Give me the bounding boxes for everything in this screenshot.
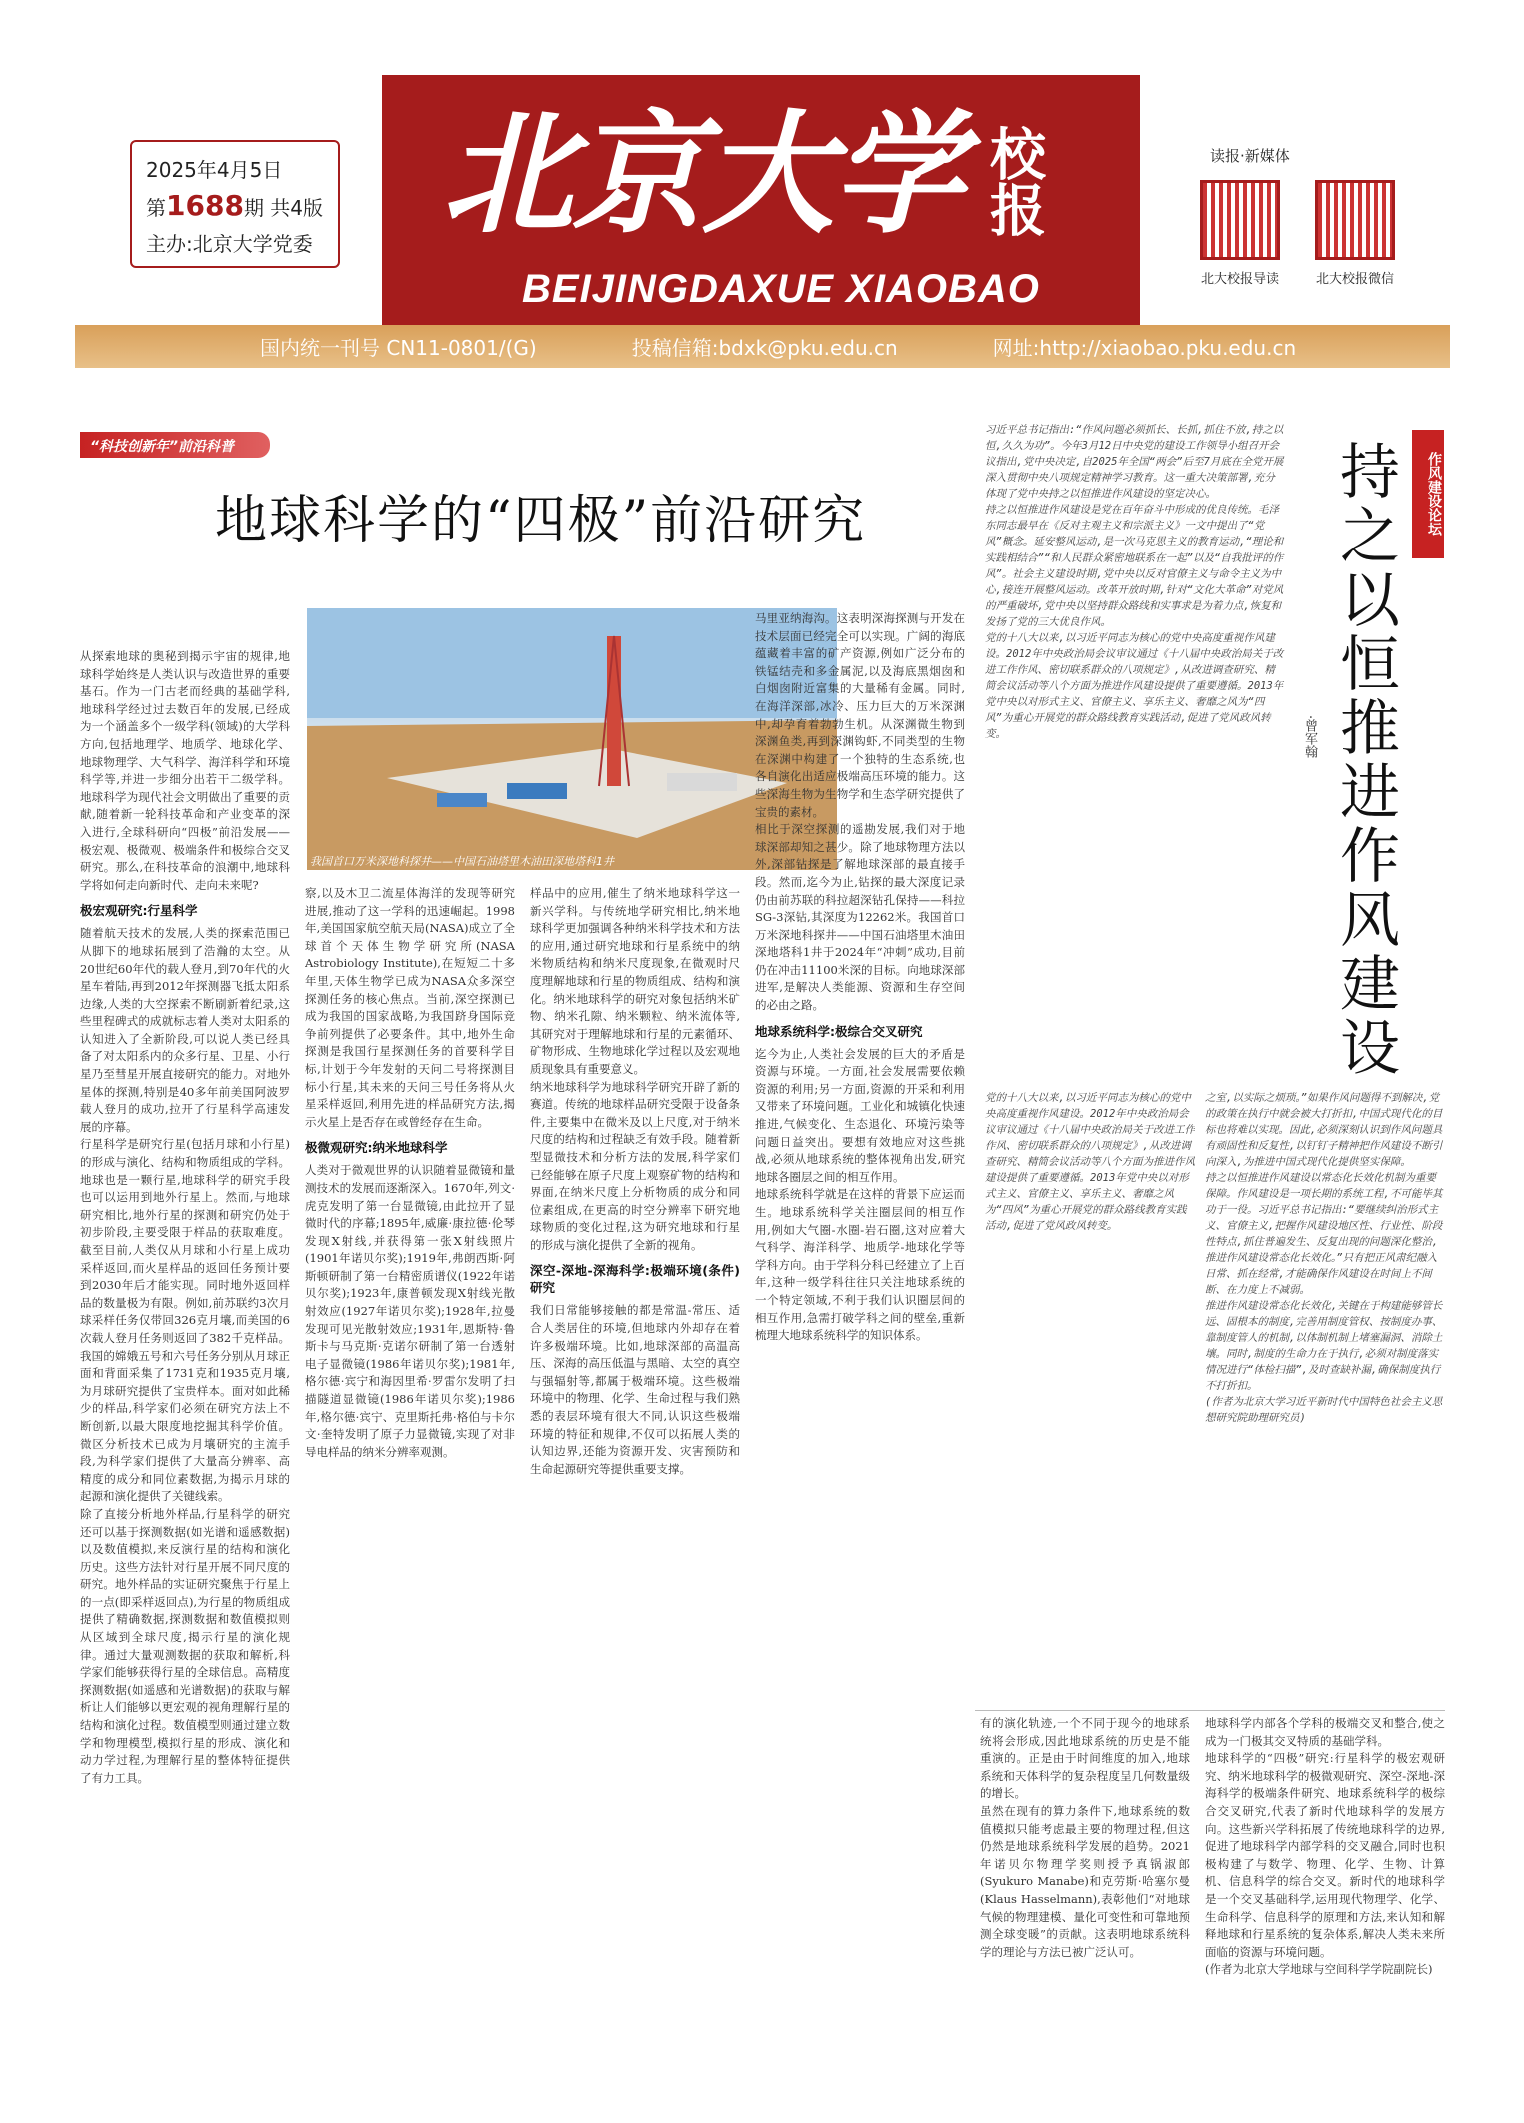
masthead-xiao: 校报 — [981, 125, 1047, 237]
paragraph: 党的十八大以来,以习近平同志为核心的党中央高度重视作风建设。2012年中央政治局会议审议通过《十八届中央政治局关于改进工作作风、密切联系群众的八项规定》,从改进调查研究、精简会议活动等八个方面为推进作风建设提供了重要遵循。2013年党中央以对形式主义、官僚主义、享乐主义、奢靡之风为“四风”为重心开展党的群众路线教育实践活动,促进了党风政风转变。 — [985, 1092, 1195, 1232]
paragraph: 察,以及木卫二流星体海洋的发现等研究进展,推动了这一学科的迅速崛起。1998年,美国国家航空航天局(NASA)成立了全球首个天体生物学研究所(NASA Astrobiology Institute),在短短二十多年里,天体生物学已成为NASA众多深空探测任务的核心焦点。当前,深空探测已成为我国的国家战略,为我国跻身国际竞争前列提供了必要条件。其中,地外生命探测是我国行星探测任务的首要科学目标,计划于今年发射的天问二号将探测目标小行星,其未来的天问三号任务将从火星采样返回,利用先进的样品研究方法,揭示火星上是否存在或曾经存在生命。 — [305, 886, 515, 1129]
section-tag: “科技创新年”前沿科普 — [80, 432, 270, 458]
masthead-pinyin: BEIJINGDAXUE XIAOBAO — [522, 267, 1040, 311]
paragraph: 行星科学是研究行星(包括月球和小行星)的形成与演化、结构和物质组成的学科。地球也是一颗行星,地球科学的研究手段也可以运用到地外行星上。然而,与地球研究相比,地外行星的探测和研究仍处于初步阶段,主要受限于样品的获取难度。截至目前,人类仅从月球和小行星上成功采样返回,而火星样品的返回任务预计要到2030年后才能实现。同时地外返回样品的数量极为有限。例如,前苏联约3次月球采样任务仅带回326克月壤,而美国的6次载人登月任务则返回了382千克样品。我国的嫦娥五号和六号任务分别从月球正面和背面采集了1731克和1935克月壤,为月球研究提供了宝贵样本。面对如此稀少的样品,科学家们必须在研究方法上不断创新,以最大限度地挖掘其科学价值。微区分析技术已成为月壤研究的主流手段,为科学家们提供了大量高分辨率、高精度的成分和同位素数据,为揭示月球的起源和演化提供了关键线索。 — [80, 1137, 290, 1504]
side-column-3 — [985, 1090, 1195, 1700]
qr-left-label: 北大校报导读 — [1200, 272, 1279, 287]
side-byline: ·曾军翰 — [1302, 715, 1317, 759]
info-bar — [75, 325, 1450, 368]
subheading-planetary: 极宏观研究:行星科学 — [80, 903, 198, 919]
qr-right-label: 北大校报微信 — [1315, 272, 1394, 287]
paragraph: 纳米地球科学为地球科学研究开辟了新的赛道。传统的地球样品研究受限于设备条件,主要集中在微米及以上尺度,对于纳米尺度的结构和过程缺乏有效手段。随着新型显微技术和分析方法的发展,科学家们已经能够在原子尺度上观察矿物的结构和界面,在纳米尺度上分析物质的成分和同位素组成,在更高的时空分辨率下研究地球物质的变化过程,这为研究地球和行星的形成与演化提供了全新的视角。 — [530, 1079, 740, 1252]
issue-date: 2025年4月5日 — [146, 158, 283, 182]
issue-number-line: 第1688期 共4版 — [146, 189, 324, 222]
author-note: (作者为北京大学习近平新时代中国特色社会主义思想研究院助理研究员) — [1205, 1396, 1443, 1424]
paragraph: 样品中的应用,催生了纳米地球科学这一新兴学科。与传统地学研究相比,纳米地球科学更加强调各种纳米科学技术和方法的应用,通过研究地球和行星系统中的纳米物质结构和纳米尺度现象,在微观时尺度理解地球和行星的物质组成、结构和演化。纳米地球科学的研究对象包括纳米矿物、纳米孔隙、纳米颗粒、纳米流体等,其研究对于理解地球和行星的元素循环、矿物形成、生物地球化学过程以及宏观地质现象具有重要意义。 — [530, 886, 740, 1076]
submission-email[interactable]: 投稿信箱:bdxk@pku.edu.cn — [631, 336, 898, 360]
article-column-1 — [80, 648, 290, 2068]
publisher: 主办:北京大学党委 — [146, 232, 313, 256]
qr-top-label: 读报·新媒体 — [1210, 147, 1290, 165]
photo-caption: 我国首口万米深地科探井——中国石油塔里木油田深地塔科1井 — [310, 855, 614, 868]
article-column-2 — [305, 885, 515, 2068]
paragraph: 习近平总书记指出:“作风问题必须抓长、长抓,抓住不放,持之以恒,久久为功”。今年3月12日中央党的建设工作领导小组召开会议指出,党中央决定,自2025年全国“两会”后至7月底在全党开展深入贯彻中央八项规定精神学习教育。这一重大决策部署,充分体现了党中央持之以恒推进作风建设的坚定决心。 — [985, 424, 1284, 500]
paragraph: 持之以恒推进作风建设以常态化长效化机制为重要保障。作风建设是一项长期的系统工程,不可能毕其功于一役。习近平总书记指出:“要继续纠治形式主义、官僚主义,把握作风建设地区性、行业性、阶段性特点,抓住普遍发生、反复出现的问题深化整治,推进作风建设常态化长效化。”只有把正风肃纪融入日常、抓在经常,才能确保作风建设在时间上不间断、在力度上不减弱。 — [1205, 1172, 1443, 1296]
issue-info-box — [130, 140, 340, 268]
side-column-2 — [1205, 1090, 1445, 1700]
paragraph: 之室,以实际之烦琐。”如果作风问题得不到解决,党的政策在执行中就会被大打折扣,中国式现代化的目标也将难以实现。因此,必须深刻认识到作风问题具有顽固性和反复性,以钉钉子精神把作风建设不断引向深入,为推进中国式现代化提供坚实保障。 — [1205, 1092, 1443, 1168]
masthead-title: 北京大学 — [442, 97, 962, 252]
paragraph: 随着航天技术的发展,人类的探索范围已从脚下的地球拓展到了浩瀚的太空。从20世纪60年代的载人登月,到70年代的火星车着陆,再到2012年探测器飞抵太阳系边缘,人类的大空探索不断刷新着纪录,这些里程碑式的成就标志着人类对太阳系的认知进入了全新阶段,可以说人类已经具备了对太阳系内的众多行星、卫星、小行星乃至彗星开展直接研究的能力。对地外星体的探测,特别是40多年前美国阿波罗载人登月的成功,拉开了行星科学高速发展的序幕。 — [80, 926, 290, 1134]
section-divider — [975, 1710, 1445, 1711]
article-column-5 — [980, 1715, 1190, 2068]
qr-area — [1190, 140, 1430, 310]
qr-code-wechat[interactable] — [1315, 180, 1395, 260]
paragraph: 人类对于微观世界的认识随着显微镜和量测技术的发展而逐渐深入。1670年,列文·虎克发明了第一台显微镜,由此拉开了显微时代的序幕;1895年,威廉·康拉德·伦琴发现X射线,并获得第一张X射线照片(1901年诺贝尔奖);1919年,弗朗西斯·阿斯顿研制了第一台精密质谱仪(1922年诺贝尔奖);1923年,康普顿发现X射线光散射效应(1927年诺贝尔奖);1928年,拉曼发现可见光散射效应;1931年,恩斯特·鲁斯卡与马克斯·克诺尔研制了第一台透射电子显微镜(1986年诺贝尔奖);1981年,格尔德·宾宁和海因里希·罗雷尔发明了扫描隧道显微镜(1986年诺贝尔奖);1986年,格尔德·宾宁、克里斯托弗·格伯与卡尔文·奎特发明了原子力显微镜,实现了对非导电样品的纳米分辨率观测。 — [305, 1163, 515, 1459]
qr-code-guide[interactable] — [1200, 180, 1280, 260]
article-column-3 — [530, 885, 740, 2068]
side-section-tag: 作风建设论坛 — [1412, 430, 1444, 558]
paragraph: 地球科学内部各个学科的极端交叉和整合,使之成为一门极其交叉特质的基础学科。 — [1205, 1716, 1445, 1748]
paragraph: 虽然在现有的算力条件下,地球系统的数值模拟只能考虑最主要的物理过程,但这仍然是地球系统科学发展的趋势。2021年诺贝尔物理学奖则授予真锅淑郎(Syukuro Manabe)和克劳斯·哈塞尔曼(Klaus Hasselmann),表彰他们“对地球气候的物理建模、量化可变性和可靠地预测全球变暖”的贡献。这表明地球系统科学的理论与方法已被广泛认可。 — [980, 1803, 1190, 1959]
paragraph: 推进作风建设常态化长效化,关键在于构建能够管长远、固根本的制度,完善用制度管权、按制度办事、靠制度管人的机制,以体制机制上堵塞漏洞、消除土壤。同时,制度的生命力在于执行,必须对制度落实情况进行“体检扫描”,及时查缺补漏,确保制度执行不打折扣。 — [1205, 1300, 1443, 1392]
article-column-6 — [1205, 1715, 1445, 2068]
website-url[interactable]: 网址:http://xiaobao.pku.edu.cn — [992, 336, 1297, 360]
masthead — [382, 75, 1140, 325]
subheading-earth-system: 地球系统科学:极综合交叉研究 — [755, 1023, 923, 1039]
subheading-extreme: 深空-深地-深海科学:极端环境(条件)研究 — [530, 1263, 740, 1296]
paragraph: 地球系统科学就是在这样的背景下应运而生。地球系统科学关注圈层间的相互作用,例如大气圈-水圈-岩石圈,这对应着大气科学、海洋科学、地质学-地球化学等学科方向。由于学科分科已经建立了上百年,这种一级学科往往只关注地球系统的一个特定领域,不利于我们认识圈层间的相互作用,急需打破学科之间的壁垒,重新梳理大地球系统科学的知识体系。 — [755, 1187, 965, 1343]
paragraph: 持之以恒推进作风建设是党在百年奋斗中形成的优良传统。毛泽东同志最早在《反对主观主义和宗派主义》一文中提出了“党风”概念。延安整风运动,是一次马克思主义的教育运动,“理论和实践相结合”“和人民群众紧密地联系在一起”以及“自我批评的作风”。社会主义建设时期,党中央以反对官僚主义与命令主义为中心,接连开展整风运动。改革开放时期,针对“文化大革命”对党风的严重破坏,党中央以坚持群众路线和实事求是为着力点,恢复和发扬了党的三大优良作风。 — [985, 504, 1284, 628]
paragraph: 有的演化轨迹,一个不同于现今的地球系统将会形成,因此地球系统的历史是不能重演的。正是由于时间维度的加入,地球系统和天体科学的复杂程度呈几何数量级的增长。 — [980, 1716, 1190, 1801]
article-column-4 — [755, 610, 965, 2068]
issue-number: 1688 — [166, 189, 244, 222]
subheading-nano: 极微观研究:纳米地球科学 — [305, 1140, 448, 1156]
side-title: 持之以恒推进作风建设 — [1330, 440, 1400, 1080]
cn-number: 国内统一刊号 CN11-0801/(G) — [260, 336, 537, 360]
paragraph: 除了直接分析地外样品,行星科学的研究还可以基于探测数据(如光谱和遥感数据)以及数值模拟,来反演行星的结构和演化历史。这些方法针对行星开展不同尺度的研究。地外样品的实证研究聚焦于行星上的一点(即采样返回点),为行星的物质组成提供了精确数据,探测数据和数值模拟则从区域到全球尺度,揭示行星的演化规律。通过大量观测数据的获取和解析,科学家们能够获得行星的全球信息。高精度探测数据(如遥感和光谱数据)的获取与解析让人们能够以更宏观的视角理解行星的结构和演化过程。数值模型则通过建立数学和物理模型,模拟行星的形成、演化和动力学过程,为理解行星的整体特征提供了有力工具。 — [80, 1506, 290, 1785]
paragraph: 我们日常能够接触的都是常温-常压、适合人类居住的环境,但地球内外却存在着许多极端环境。比如,地球深部的高温高压、深海的高压低温与黑暗、太空的真空与强辐射等,都属于极端环境。这些极端环境中的物理、化学、生命过程与我们熟悉的表层环境有很大不同,认识这些极端环境的特征和规律,不仅可以拓展人类的认知边界,还能为资源开发、灾害预防和生命起源研究等提供重要支撑。 — [530, 1303, 740, 1476]
paragraph: 相比于深空探测的遥勘发展,我们对于地球深部却知之甚少。除了地球物理方法以外,深部钻探是了解地球深部的最直接手段。然而,迄今为止,钻探的最大深度记录仍由前苏联的科拉超深钻孔保持——科拉SG-3深钻,其深度为12262米。我国首口万米深地科探井——中国石油塔里木油田深地塔科1井于2024年“冲刺”成功,目前仍在冲击11100米深的目标。向地球深部进军,是解决人类能源、资源和生存空间的必由之路。 — [755, 822, 965, 1013]
paragraph: 迄今为止,人类社会发展的巨大的矛盾是资源与环境。一方面,社会发展需要依赖资源的利用;另一方面,资源的开采和利用又带来了环境问题。工业化和城镇化快速推进,气候变化、生态退化、环境污染等问题日益突出。要想有效地应对这些挑战,必须从地球系统的整体视角出发,研究地球各圈层之间的相互作用。 — [755, 1046, 965, 1184]
article-title: 地球科学的“四极”前沿研究 — [215, 491, 867, 551]
author-note: (作者为北京大学地球与空间科学学院副院长) — [1205, 1962, 1433, 1977]
paragraph: 地球科学的“四极”研究:行星科学的极宏观研究、纳米地球科学的极微观研究、深空-深地-深海科学的极端条件研究、地球系统科学的极综合交叉研究,代表了新时代地球科学的发展方向。这些新兴学科拓展了传统地球科学的边界,促进了地球科学内部学科的交叉融合,同时也积极构建了与数学、物理、化学、生物、计算机、信息科学的综合交叉。新时代的地球科学是一个交叉基础科学,运用现代物理学、化学、生命科学、信息科学的原理和方法,来认知和解释地球和行星系统的复杂体系,解决人类未来所面临的资源与环境问题。 — [1205, 1751, 1445, 1959]
paragraph: 党的十八大以来,以习近平同志为核心的党中央高度重视作风建设。2012年中央政治局会议审议通过《十八届中央政治局关于改进工作作风、密切联系群众的八项规定》,从改进调查研究、精简会议活动等八个方面为推进作风建设提供了重要遵循。2013年党中央以对形式主义、官僚主义、享乐主义、奢靡之风为“四风”为重心开展党的群众路线教育实践活动,促进了党风政风转变。 — [985, 632, 1284, 740]
paragraph: 马里亚纳海沟。这表明深海探测与开发在技术层面已经完全可以实现。广阔的海底蕴藏着丰富的矿产资源,例如广泛分布的铁锰结壳和多金属泥,以及海底黑烟囱和白烟囱附近富集的大量稀有金属。同时,在海洋深部,冰冷、压力巨大的万米深渊中,却孕育着勃勃生机。从深渊微生物到深渊鱼类,再到深渊钩虾,不同类型的生物在深渊中构建了一个独特的生态系统,也各自演化出适应极端高压环境的能力。这些深海生物为生物学和生态学研究提供了宝贵的素材。 — [755, 611, 965, 819]
paragraph: 从探索地球的奥秘到揭示宇宙的规律,地球科学始终是人类认识与改造世界的重要基石。作为一门古老而经典的基础学科,地球科学经过过去数百年的发展,已经成为一个涵盖多个一级学科(领域)的大学科方向,包括地理学、地质学、地球化学、地球物理学、大气科学、海洋科学和环境科学等,并进一步细分出若干二级学科。地球科学为现代社会文明做出了重要的贡献,随着新一轮科技革命和产业变革的深入进行,全球科研向“四极”前沿发展——极宏观、极微观、极端条件和极综合交叉研究。那么,在科技革命的浪潮中,地球科学将如何走向新时代、走向未来呢? — [80, 649, 290, 892]
side-column-1 — [985, 422, 1285, 1082]
